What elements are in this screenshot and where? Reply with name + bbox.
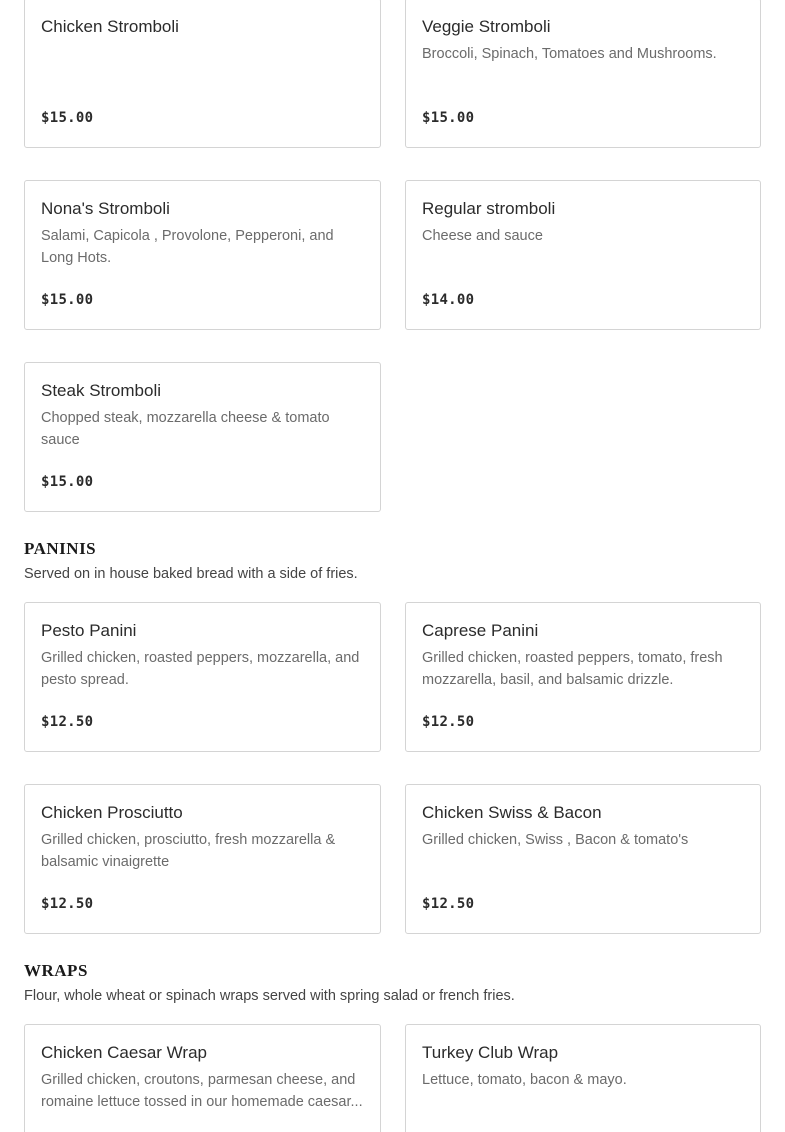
menu-item-card[interactable]	[24, 0, 381, 148]
item-description: Grilled chicken, roasted peppers, tomato, fresh mozzarella, basil, and balsamic drizzle.	[422, 650, 723, 688]
wraps-grid	[24, 1024, 761, 1132]
menu-item-card[interactable]	[405, 0, 761, 148]
item-description: Grilled chicken, croutons, parmesan cheese, and romaine lettuce tossed in our homemade caesar...	[41, 1072, 363, 1110]
item-name: Caprese Panini	[422, 621, 539, 640]
item-description: Grilled chicken, prosciutto, fresh mozzarella & balsamic vinaigrette	[41, 832, 336, 870]
menu-item-card[interactable]	[24, 180, 381, 330]
menu-item-card[interactable]	[405, 1024, 761, 1132]
menu-item-card[interactable]	[405, 784, 761, 934]
item-name: Regular stromboli	[422, 199, 556, 218]
menu-item-card[interactable]	[24, 1024, 381, 1132]
item-description: Broccoli, Spinach, Tomatoes and Mushrooms.	[422, 46, 717, 62]
item-price: $12.50	[422, 714, 475, 730]
item-name: Nona's Stromboli	[41, 199, 170, 218]
item-name: Chicken Stromboli	[41, 17, 179, 36]
item-name: Steak Stromboli	[41, 381, 161, 400]
menu-item-card[interactable]	[405, 602, 761, 752]
item-name: Chicken Swiss & Bacon	[422, 803, 602, 822]
section-description-wraps: Flour, whole wheat or spinach wraps served with spring salad or french fries.	[24, 988, 515, 1004]
item-price: $15.00	[41, 292, 94, 308]
menu-item-card[interactable]	[24, 602, 381, 752]
item-name: Pesto Panini	[41, 621, 137, 640]
item-description: Grilled chicken, roasted peppers, mozzarella, and pesto spread.	[41, 650, 360, 688]
section-description-paninis: Served on in house baked bread with a side of fries.	[24, 566, 358, 582]
item-name: Chicken Caesar Wrap	[41, 1043, 207, 1062]
item-description: Grilled chicken, Swiss , Bacon & tomato's	[422, 832, 689, 848]
item-description: Chopped steak, mozzarella cheese & tomato sauce	[41, 410, 330, 448]
item-price: $12.50	[41, 896, 94, 912]
section-title-wraps: WRAPS	[24, 961, 88, 980]
item-name: Veggie Stromboli	[422, 17, 551, 36]
item-price: $15.00	[41, 110, 94, 126]
paninis-grid	[24, 602, 761, 934]
item-price: $14.00	[422, 292, 475, 308]
item-price: $15.00	[41, 474, 94, 490]
menu-item-card[interactable]	[405, 180, 761, 330]
stromboli-grid	[24, 0, 761, 512]
menu-item-card[interactable]	[24, 362, 381, 512]
section-title-paninis: PANINIS	[24, 539, 97, 558]
item-name: Turkey Club Wrap	[422, 1043, 559, 1062]
item-name: Chicken Prosciutto	[41, 803, 183, 822]
item-price: $15.00	[422, 110, 475, 126]
item-description: Cheese and sauce	[422, 228, 543, 244]
menu-item-card[interactable]	[24, 784, 381, 934]
item-description: Salami, Capicola , Provolone, Pepperoni, and Long Hots.	[41, 228, 334, 266]
item-price: $12.50	[422, 896, 475, 912]
item-price: $12.50	[41, 714, 94, 730]
item-description: Lettuce, tomato, bacon & mayo.	[422, 1072, 627, 1088]
